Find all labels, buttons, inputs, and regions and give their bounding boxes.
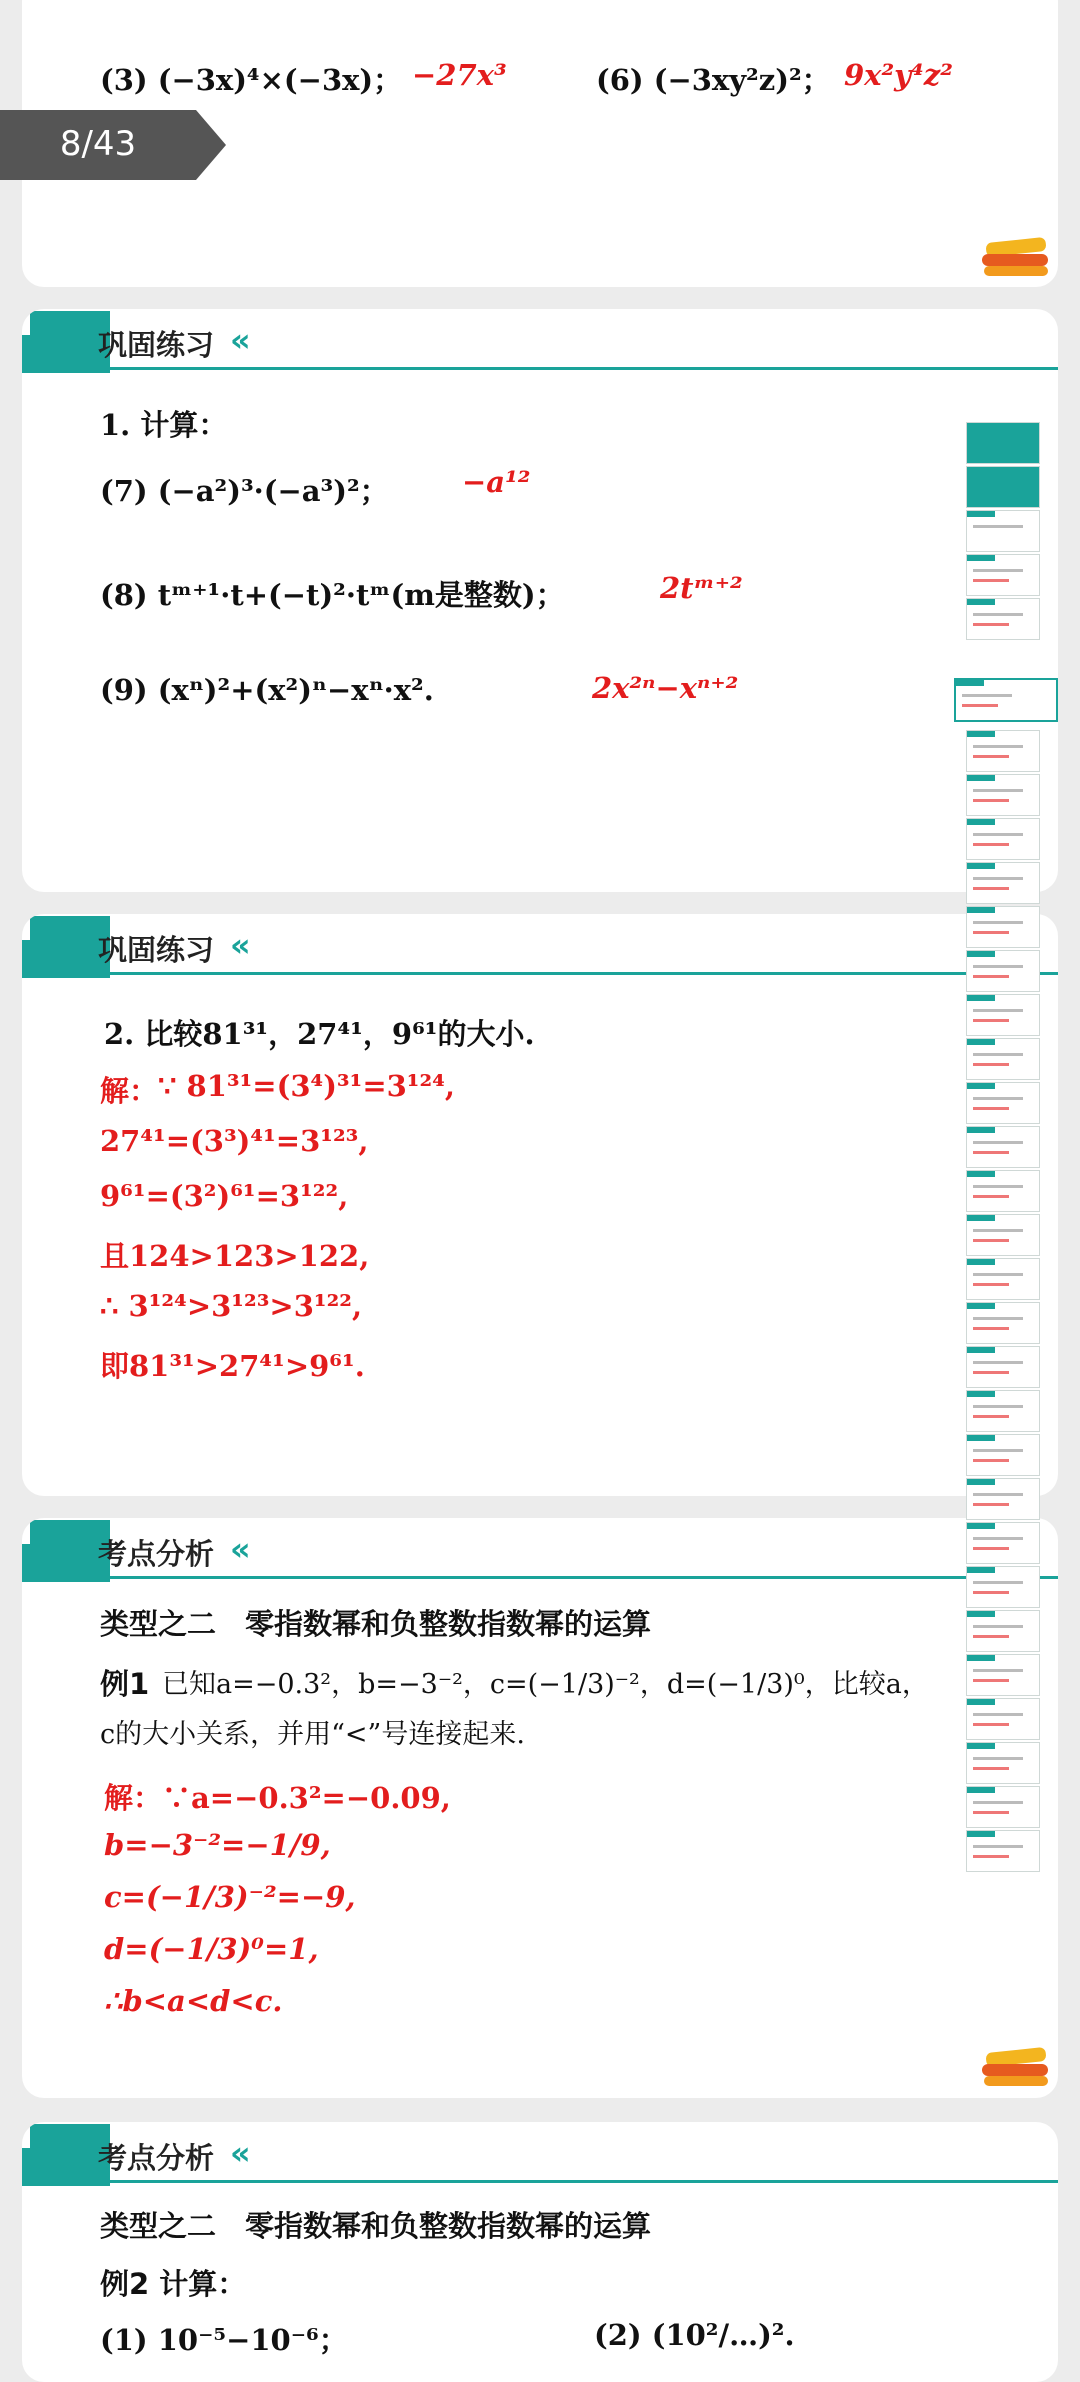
section-title: 考点分析 bbox=[98, 2141, 215, 2175]
slide-thumbnail[interactable] bbox=[966, 466, 1040, 508]
type-title: 类型之二 零指数幂和负整数指数幂的运算 bbox=[100, 1607, 652, 1641]
answer-item-3: −27x³ bbox=[412, 58, 507, 92]
solution-line: 27⁴¹=(3³)⁴¹=3¹²³, bbox=[100, 1124, 369, 1158]
slide-thumbnail[interactable] bbox=[966, 1082, 1040, 1124]
slide-thumbnail[interactable] bbox=[966, 1390, 1040, 1432]
example-text-2: c的大小关系，并用“<”号连接起来. bbox=[100, 1719, 525, 1750]
slide-thumbnail[interactable] bbox=[966, 1522, 1040, 1564]
solution-line: 且124>123>122, bbox=[100, 1239, 370, 1273]
slide-thumbnail[interactable] bbox=[966, 1566, 1040, 1608]
slide-thumbnail[interactable] bbox=[966, 1830, 1040, 1872]
answer-item-7: −a¹² bbox=[462, 465, 531, 499]
slide-thumbnail[interactable] bbox=[966, 1302, 1040, 1344]
double-chevron-icon: « bbox=[230, 2134, 243, 2172]
expr-item-3: (3) (−3x)⁴×(−3x)； bbox=[100, 63, 403, 97]
slide-thumbnail[interactable] bbox=[966, 1742, 1040, 1784]
slide-thumbnail[interactable] bbox=[966, 510, 1040, 552]
slide-thumbnail[interactable] bbox=[966, 1478, 1040, 1520]
example-label: 例2 计算： bbox=[100, 2267, 247, 2301]
slide-thumbnail[interactable] bbox=[966, 1654, 1040, 1696]
slide-thumbnail[interactable] bbox=[966, 1214, 1040, 1256]
books-icon bbox=[982, 2048, 1050, 2088]
expr-item-9: (9) (xⁿ)²+(x²)ⁿ−xⁿ·x². bbox=[100, 673, 434, 707]
section-header bbox=[22, 311, 1058, 381]
slide-thumbnail[interactable] bbox=[966, 1346, 1040, 1388]
section-header bbox=[22, 1520, 1058, 1590]
solution-line: ∴ 3¹²⁴>3¹²³>3¹²², bbox=[100, 1289, 363, 1323]
answer-item-6: 9x²y⁴z² bbox=[844, 58, 953, 92]
double-chevron-icon: « bbox=[230, 321, 243, 359]
example-text: 已知a=−0.3²，b=−3⁻²，c=(−1/3)⁻²，d=(−1/3)⁰，比较a， bbox=[162, 1669, 929, 1700]
slide-card-2[interactable] bbox=[22, 309, 1058, 892]
solution-line: ∵ 81³¹=(3⁴)³¹=3¹²⁴, bbox=[158, 1069, 456, 1103]
books-icon bbox=[982, 238, 1050, 278]
section-header bbox=[22, 916, 1058, 986]
slide-thumbnail[interactable] bbox=[966, 1170, 1040, 1212]
question-title: 1. 计算： bbox=[100, 408, 228, 442]
slide-thumbnail[interactable] bbox=[966, 1610, 1040, 1652]
slide-thumbnail[interactable] bbox=[966, 1786, 1040, 1828]
slide-card-5[interactable] bbox=[22, 2122, 1058, 2382]
solution-line: 9⁶¹=(3²)⁶¹=3¹²², bbox=[100, 1179, 349, 1213]
section-title: 巩固练习 bbox=[98, 328, 215, 362]
solution-line: 解：∵a=−0.3²=−0.09, bbox=[104, 1781, 451, 1815]
example-label: 例1 bbox=[100, 1667, 150, 1701]
solution-label: 解： bbox=[100, 1074, 159, 1108]
section-header bbox=[22, 2124, 1058, 2194]
slide-thumbnail[interactable] bbox=[966, 1038, 1040, 1080]
slide-thumbnail[interactable] bbox=[966, 994, 1040, 1036]
solution-line: c=(−1/3)⁻²=−9, bbox=[104, 1880, 356, 1914]
double-chevron-icon: « bbox=[230, 926, 243, 964]
type-title: 类型之二 零指数幂和负整数指数幂的运算 bbox=[100, 2209, 652, 2243]
section-title: 巩固练习 bbox=[98, 933, 215, 967]
slide-card-4[interactable] bbox=[22, 1518, 1058, 2098]
solution-line: d=(−1/3)⁰=1, bbox=[104, 1932, 319, 1966]
slide-card-3[interactable] bbox=[22, 914, 1058, 1496]
expr-item-8: (8) tᵐ⁺¹·t+(−t)²·tᵐ(m是整数)； bbox=[100, 578, 565, 612]
slide-thumbnail[interactable] bbox=[966, 950, 1040, 992]
expr-item-7: (7) (−a²)³·(−a³)²； bbox=[100, 474, 389, 508]
section-title: 考点分析 bbox=[98, 1537, 215, 1571]
solution-line: b=−3⁻²=−1/9, bbox=[104, 1828, 331, 1862]
slide-thumbnail[interactable] bbox=[966, 906, 1040, 948]
slide-thumbnail[interactable] bbox=[966, 554, 1040, 596]
slide-thumbnail[interactable] bbox=[966, 1434, 1040, 1476]
expr-item-2: (2) (10²/…)². bbox=[594, 2318, 795, 2352]
slide-thumbnail-strip[interactable] bbox=[962, 418, 1042, 1914]
slide-thumbnail[interactable] bbox=[966, 422, 1040, 464]
slide-thumbnail-current[interactable] bbox=[954, 678, 1058, 722]
expr-item-6: (6) (−3xy²z)²； bbox=[596, 63, 831, 97]
expr-item-1: (1) 10⁻⁵−10⁻⁶； bbox=[100, 2323, 348, 2357]
answer-item-9: 2x²ⁿ−xⁿ⁺² bbox=[592, 671, 739, 705]
slide-thumbnail[interactable] bbox=[966, 730, 1040, 772]
solution-line: ∴b<a<d<c. bbox=[104, 1984, 283, 2018]
slide-thumbnail[interactable] bbox=[966, 818, 1040, 860]
slide-thumbnail[interactable] bbox=[966, 1258, 1040, 1300]
slide-thumbnail[interactable] bbox=[966, 1698, 1040, 1740]
double-chevron-icon: « bbox=[230, 1530, 243, 1568]
slide-thumbnail[interactable] bbox=[966, 862, 1040, 904]
page-indicator: 8/43 bbox=[0, 110, 196, 180]
slide-thumbnail[interactable] bbox=[966, 1126, 1040, 1168]
slide-thumbnail[interactable] bbox=[966, 598, 1040, 640]
question-text: 2. 比较81³¹，27⁴¹，9⁶¹的大小. bbox=[104, 1017, 535, 1051]
slide-thumbnail[interactable] bbox=[966, 774, 1040, 816]
answer-item-8: 2tᵐ⁺² bbox=[660, 571, 743, 605]
solution-line: 即81³¹>27⁴¹>9⁶¹. bbox=[100, 1349, 365, 1383]
